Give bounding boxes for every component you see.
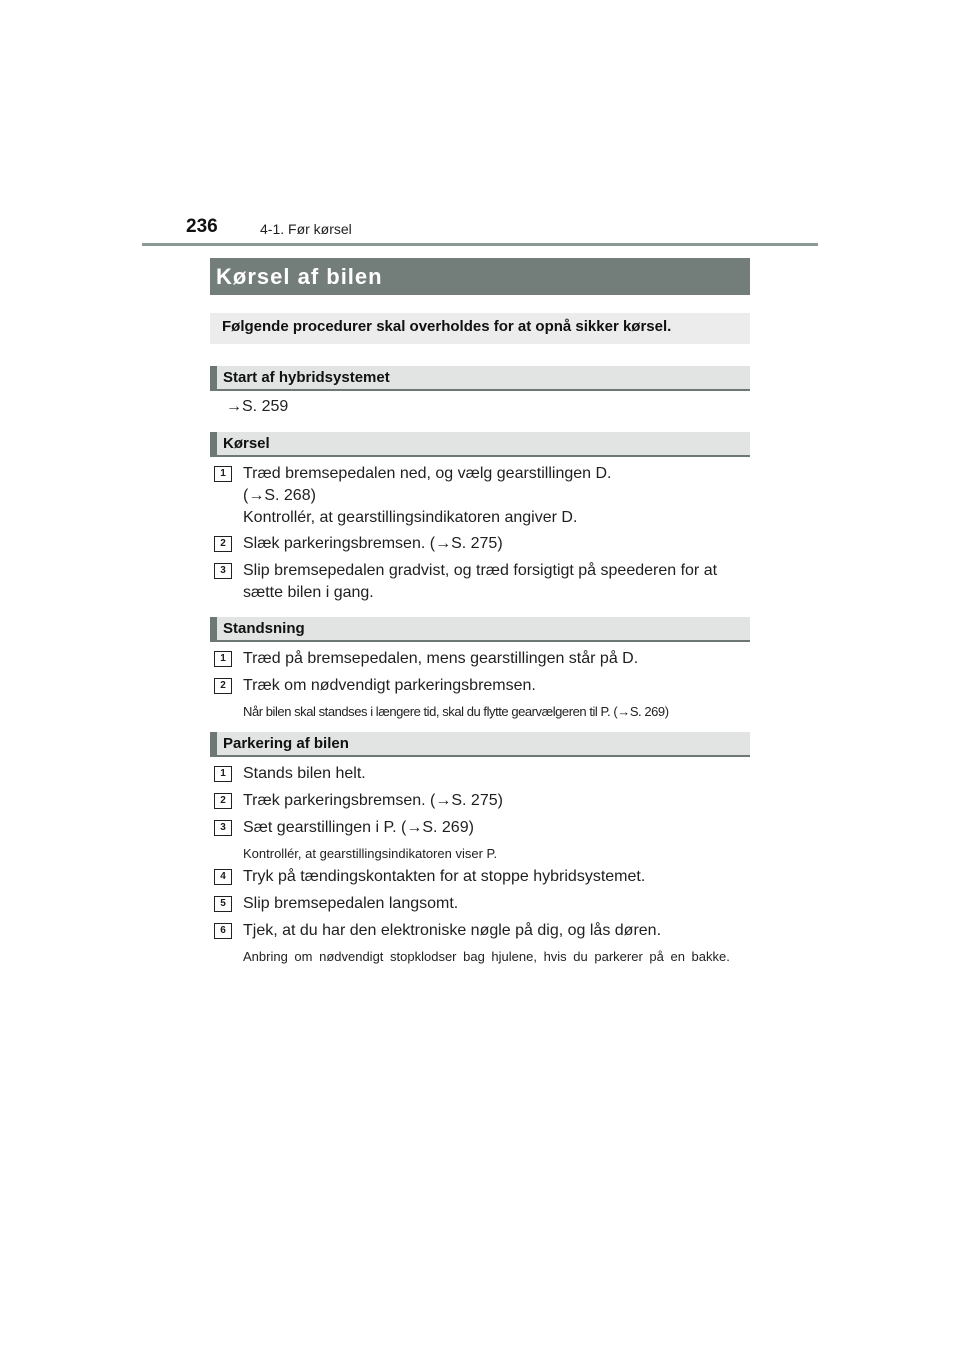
step-text: Træd på bremsepedalen, mens gearstillingen står på D.	[243, 650, 639, 667]
step-text: Tjek, at du har den elektroniske nøgle på dig, og lås døren.	[243, 922, 662, 939]
step-text: Slip bremsepedalen langsomt.	[243, 895, 459, 912]
step-text: Tryk på tændingskontakten for at stoppe hybridsystemet.	[243, 868, 646, 885]
step-number: 2	[214, 793, 232, 809]
step-text: Træd bremsepedalen ned, og vælg gearstillingen D.	[243, 465, 612, 482]
step-text: Stands bilen helt.	[243, 765, 366, 782]
step-text: Sæt gearstillingen i P. (→S. 269)	[243, 819, 474, 836]
step-number: 6	[214, 923, 232, 939]
wheel-chock-note: Anbring om nødvendigt stopklodser bag hjulene, hvis du parkerer på en bakke.	[243, 949, 730, 964]
step-text: Kontrollér, at gearstillingsindikatoren angiver D.	[243, 509, 578, 526]
step-text: Slip bremsepedalen gradvist, og træd forsigtigt på speederen for at	[243, 562, 718, 579]
header-rule	[142, 243, 818, 246]
step-number: 1	[214, 766, 232, 782]
subheading-stopping	[210, 617, 750, 642]
step-text: Slæk parkeringsbremsen. (→S. 275)	[243, 535, 503, 552]
subheading-label: Start af hybridsystemet	[223, 369, 390, 386]
page-number: 236	[186, 216, 218, 237]
step-number: 2	[214, 536, 232, 552]
stopping-note: Når bilen skal standses i længere tid, skal du flytte gearvælgeren til P. (→S. 269)	[243, 704, 669, 719]
step-text: sætte bilen i gang.	[243, 584, 374, 601]
step-text: Træk parkeringsbremsen. (→S. 275)	[243, 792, 503, 809]
subheading-parking	[210, 732, 750, 757]
subheading-label: Kørsel	[223, 435, 270, 452]
step-number: 4	[214, 869, 232, 885]
page-title: Kørsel af bilen	[210, 258, 750, 295]
subheading-driving	[210, 432, 750, 457]
page-reference-link[interactable]: (→S. 268)	[243, 487, 316, 504]
intro-banner: Følgende procedurer skal overholdes for at opnå sikker kørsel.	[210, 313, 750, 344]
step-number: 3	[214, 820, 232, 836]
section-reference: 4-1. Før kørsel	[260, 221, 352, 237]
step-text: Træk om nødvendigt parkeringsbremsen.	[243, 677, 536, 694]
subheading-start	[210, 366, 750, 391]
step-number: 5	[214, 896, 232, 912]
step-number: 1	[214, 466, 232, 482]
step-number: 1	[214, 651, 232, 667]
step-number: 2	[214, 678, 232, 694]
subheading-label: Standsning	[223, 620, 305, 637]
subheading-label: Parkering af bilen	[223, 735, 349, 752]
gear-indicator-note: Kontrollér, at gearstillingsindikatoren viser P.	[243, 846, 498, 861]
step-number: 3	[214, 563, 232, 579]
page-reference-link[interactable]: →S. 259	[226, 398, 289, 415]
